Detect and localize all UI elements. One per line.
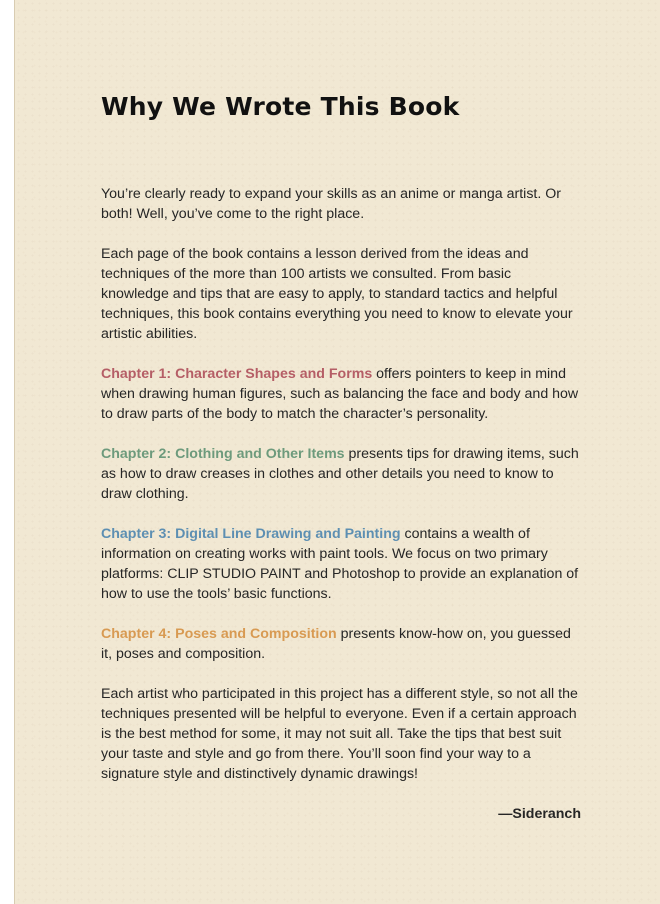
- chapter-3-title: Chapter 3: Digital Line Drawing and Painting: [101, 526, 401, 542]
- intro-paragraph: You’re clearly ready to expand your skills as an anime or manga artist. Or both! Well, you’ve come to the right place.: [101, 186, 561, 222]
- chapter-1-paragraph: [101, 364, 581, 424]
- chapter-4-title: Chapter 4: Poses and Composition: [101, 626, 337, 642]
- chapter-4-text: presents know-how on, you guessed it, poses and composition.: [101, 626, 571, 662]
- chapter-1-text: offers pointers to keep in mind when drawing human figures, such as balancing the face and body and how to draw parts of the body to match the character’s personality.: [101, 366, 579, 422]
- closing-paragraph: Each artist who participated in this project has a different style, so not all the techniques presented will be helpful to everyone. Even if a certain approach is the best method for some, it may not suit all. Take the tips that best suit your taste and style and go from there. You’ll soon find your way to a signature style and distinctively dynamic drawings!: [101, 686, 578, 782]
- book-page: [14, 0, 660, 904]
- chapter-3-paragraph: [101, 524, 581, 604]
- chapter-4-paragraph: [101, 624, 581, 664]
- chapter-2-paragraph: [101, 444, 581, 504]
- lesson-paragraph: Each page of the book contains a lesson derived from the ideas and techniques of the more than 100 artists we consulted. From basic knowledge and tips that are easy to apply, to standard tactics and helpful techniques, this book contains everything you need to know to elevate your artistic abilities.: [101, 246, 573, 342]
- chapter-1-title: Chapter 1: Character Shapes and Forms: [101, 366, 373, 382]
- page-body: [101, 184, 581, 824]
- chapter-2-title: Chapter 2: Clothing and Other Items: [101, 446, 345, 462]
- chapter-2-text: presents tips for drawing items, such as how to draw creases in clothes and other details you need to know to draw clothing.: [101, 446, 579, 502]
- chapter-3-text: contains a wealth of information on creating works with paint tools. We focus on two primary platforms: CLIP STUDIO PAINT and Photoshop to provide an explanation of how to use the tools’ basic functions.: [101, 526, 579, 602]
- page-title: Why We Wrote This Book: [101, 92, 460, 121]
- signature: —Sideranch: [498, 806, 581, 822]
